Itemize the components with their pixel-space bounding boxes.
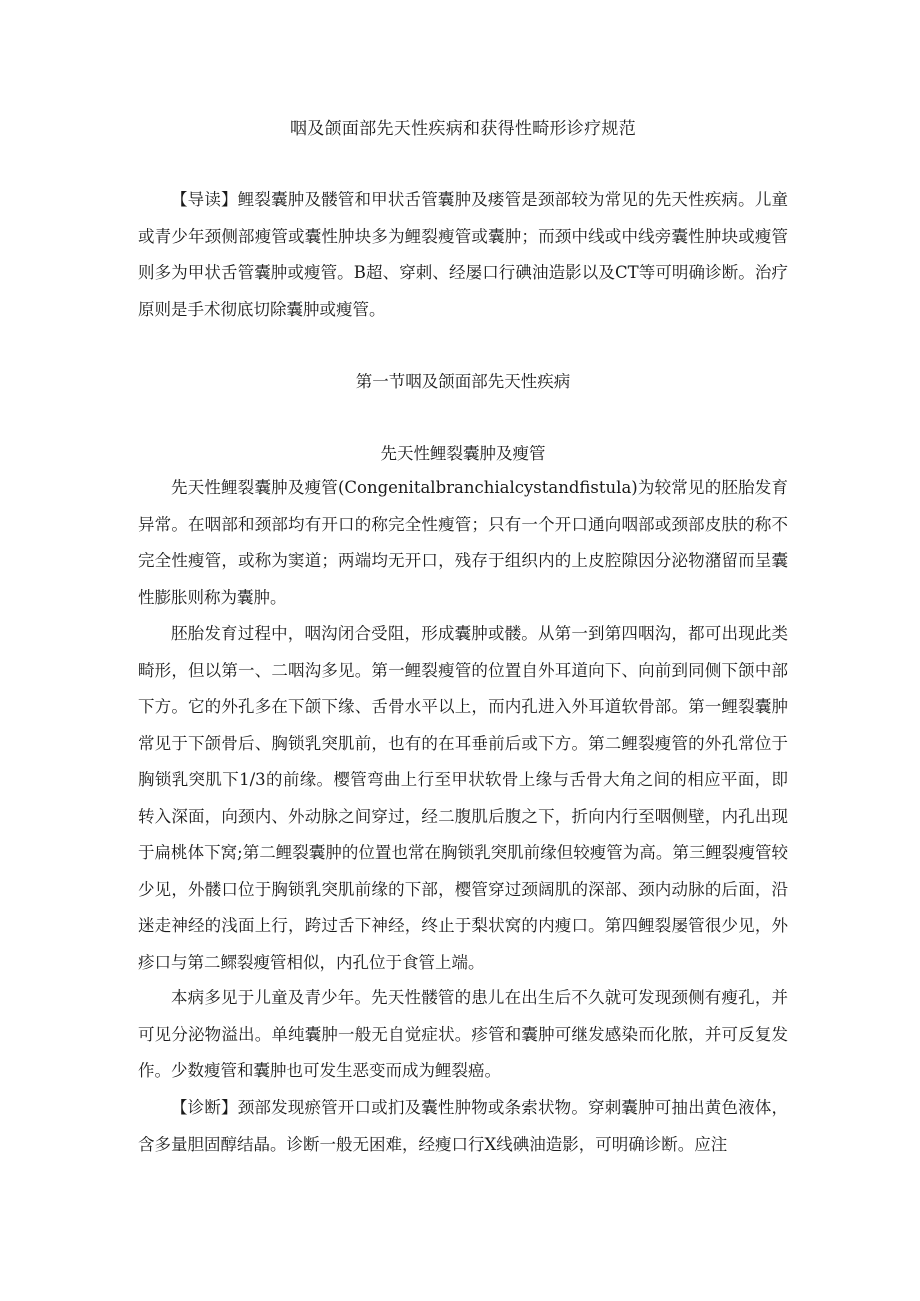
body-paragraph-1: 先天性鲤裂囊肿及瘦管(Congenitalbranchialcystandfistula)为较常见的胚胎发育异常。在咽部和颈部均有开口的称完全性瘦管；只有一个开口通向咽部或颈部皮肤的称不完全性瘦管，或称为窦道；两端均无开口，残存于组织内的上皮腔隙因分泌物潴留而呈囊性膨胀则称为囊肿。 (138, 478, 788, 607)
body-paragraph-4: 【诊断】颈部发现瘀管开口或扪及囊性肿物或条索状物。穿刺囊肿可抽出黄色液体，含多量胆固醇结晶。诊断一般无困难，经瘦口行X线碘油造影，可明确诊断。应注 (138, 1098, 788, 1154)
body-paragraph-2: 胚胎发育过程中，咽沟闭合受阻，形成囊肿或髅。从第一到第四咽沟，都可出现此类畸形，但以第一、二咽沟多见。第一鲤裂瘦管的位置自外耳道向下、向前到同侧下颌中部下方。它的外孔多在下颌下缘、舌骨水平以上，而内孔进入外耳道软骨部。第一鲤裂囊肿常见于下颌骨后、胸锁乳突肌前，也有的在耳垂前后或下方。第二鲤裂瘦管的外孔常位于胸锁乳突肌下1/3的前缘。樱管弯曲上行至甲状软骨上缘与舌骨大角之间的相应平面，即转入深面，向颈内、外动脉之间穿过，经二腹肌后腹之下，折向内行至咽侧壁，内孔出现于扁桃体下窝;第二鲤裂囊肿的位置也常在胸锁乳突肌前缘但较瘦管为高。第三鲤裂瘦管较少见，外髅口位于胸锁乳突肌前缘的下部，樱管穿过颈阔肌的深部、颈内动脉的后面，沿迷走神经的浅面上行，跨过舌下神经，终止于梨状窝的内瘦口。第四鲤裂屡管很少见，外疹口与第二鳏裂瘦管相似，内孔位于食管上端。 (138, 624, 788, 972)
intro-paragraph: 【导读】鲤裂囊肿及髅管和甲状舌管囊肿及瘘管是颈部较为常见的先天性疾病。儿童或青少年颈侧部瘦管或囊性肿块多为鲤裂瘦管或囊肿；而颈中线或中线旁囊性肿块或瘦管则多为甲状舌管囊肿或瘦管。B超、穿刺、经屡口行碘油造影以及CT等可明确诊断。治疗原则是手术彻底切除囊肿或瘦管。 (138, 190, 788, 319)
body-paragraph-3: 本病多见于儿童及青少年。先天性髅管的患儿在出生后不久就可发现颈侧有瘦孔，并可见分泌物溢出。单纯囊肿一般无自觉症状。疹管和囊肿可继发感染而化脓，并可反复发作。少数瘦管和囊肿也可发生恶变而成为鲤裂癌。 (138, 988, 788, 1080)
subsection-title: 先天性鲤裂囊肿及瘦管 (380, 444, 546, 463)
section-title: 第一节咽及颌面部先天性疾病 (355, 372, 571, 391)
document-title: 咽及颌面部先天性疾病和获得性畸形诊疗规范 (290, 119, 636, 139)
